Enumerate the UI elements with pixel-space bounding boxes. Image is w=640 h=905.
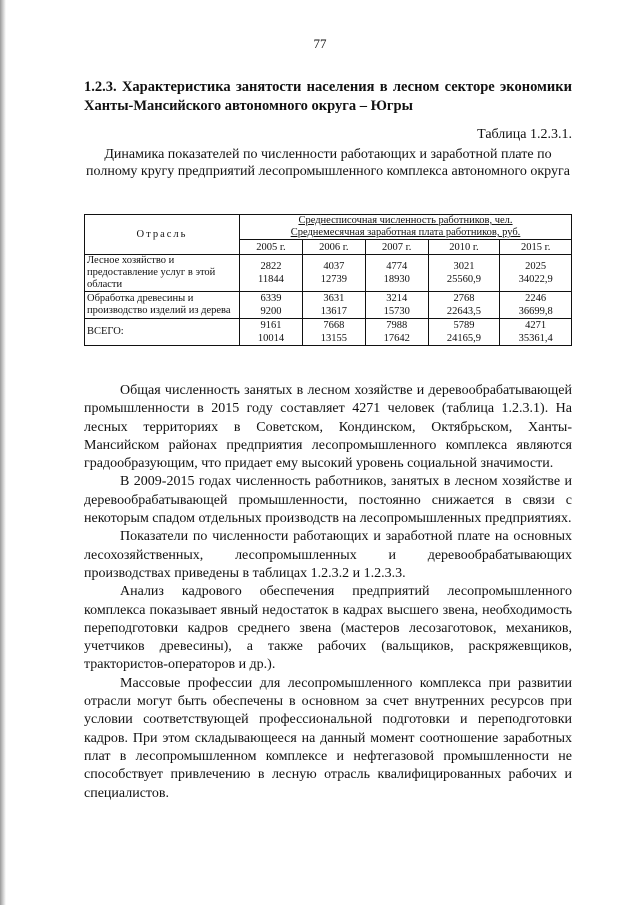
- salary-value: 18930: [383, 274, 410, 285]
- total-label: ВСЕГО:: [85, 319, 240, 346]
- salary-value: 13617: [320, 306, 347, 317]
- salary-value: 24165,9: [446, 333, 482, 344]
- table-header-row: [85, 215, 572, 240]
- table-cell: [240, 255, 303, 292]
- employees-value: 6339: [260, 293, 282, 304]
- paragraph: Показатели по численности работающих и заработной плате на основных лесохозяйственных, лесопромышленных и деревообрабатывающих производствах приведены в таблицах 1.2.3.2 и 1.2.3.3.: [84, 529, 572, 581]
- table-cell: [500, 292, 572, 319]
- paragraph: Массовые профессии для лесопромышленного комплекса при развитии отрасли могут быть обеспечены в основном за счет внутренних ресурсов при условии соответствующей профессиональной подготовки и переподготовки кадров. При этом складывающееся на данный момент соотношение заработных плат в лесопромышленном комплексе и нефтегазовой промышленности не способствует привлечению в лесную отрасль квалифицированных рабочих и специалистов.: [84, 675, 572, 801]
- employees-value: 4037: [323, 261, 345, 272]
- table-id: Таблица 1.2.3.1.: [477, 127, 572, 142]
- salary-value: 10014: [257, 333, 285, 344]
- table-row: [85, 255, 572, 292]
- salary-value: 9200: [260, 306, 282, 317]
- table-cell: [302, 255, 365, 292]
- table-cell: [240, 319, 303, 346]
- employees-value: 3631: [323, 293, 345, 304]
- salary-value: 35361,4: [518, 333, 553, 344]
- group-header-employees: Среднесписочная численность работников, чел.: [298, 215, 513, 226]
- employees-value: 4774: [386, 261, 408, 272]
- employees-value: 7668: [323, 320, 345, 331]
- employees-value: 2822: [260, 261, 282, 272]
- salary-value: 22643,5: [446, 306, 482, 317]
- paragraph: Общая численность занятых в лесном хозяйстве и деревообрабатывающей промышленности в 2015 году составляет 4271 человек (таблица 1.2.3.1). На лесных территориях в Советском, Кондинском, Октябрьском, Ханты-Мансийском районах предприятия лесопромышленного комплекса являются градообразующим, что придает ему высокий уровень социальной значимости.: [84, 383, 572, 472]
- group-header: [240, 215, 572, 240]
- salary-value: 25560,9: [446, 274, 482, 285]
- table-cell: [240, 292, 303, 319]
- table-cell: [428, 292, 500, 319]
- employees-value: 3214: [386, 293, 408, 304]
- salary-value: 15730: [383, 306, 410, 317]
- employees-value: 2246: [525, 293, 547, 304]
- employees-value: 7988: [386, 320, 408, 331]
- year-header: 2005 г.: [240, 240, 303, 255]
- employees-value: 2025: [525, 261, 547, 272]
- year-header: 2007 г.: [365, 240, 428, 255]
- total-row: [85, 319, 572, 346]
- table-cell: [500, 319, 572, 346]
- body-text: [84, 382, 572, 803]
- employees-value: 3021: [453, 261, 475, 272]
- year-header: 2006 г.: [302, 240, 365, 255]
- salary-value: 12739: [320, 274, 347, 285]
- salary-value: 34022,9: [518, 274, 553, 285]
- table-cell: [302, 292, 365, 319]
- paragraph: В 2009-2015 годах численность работников, занятых в лесном хозяйстве и деревообрабатывающей промышленности, постоянно снижается в связи с некоторым спадом отдельных производств на лесопромышленных предприятиях.: [84, 474, 572, 527]
- year-header: 2015 г.: [500, 240, 572, 255]
- page-number: 77: [313, 36, 327, 51]
- table-row: [85, 292, 572, 319]
- salary-value: 13155: [320, 333, 347, 344]
- salary-value: 11844: [258, 274, 284, 285]
- table-cell: [365, 319, 428, 346]
- row-label: Лесное хозяйство и предоставление услуг в этой области: [85, 255, 240, 292]
- employees-value: 2768: [453, 293, 475, 304]
- employees-value: 5789: [453, 320, 475, 331]
- scan-edge-shadow: [0, 0, 6, 905]
- employees-value: 9161: [260, 320, 282, 331]
- table-cell: [428, 319, 500, 346]
- salary-value: 17642: [383, 333, 410, 344]
- employment-table: [84, 214, 572, 346]
- table-cell: [500, 255, 572, 292]
- table-cell: [365, 292, 428, 319]
- table-cell: [365, 255, 428, 292]
- group-header-salary: Среднемесячная заработная плата работников, руб.: [290, 227, 521, 238]
- branch-header: Отрасль: [85, 215, 240, 255]
- section-title: 1.2.3. Характеристика занятости населения в лесном секторе экономики Ханты-Мансийского автономного округа – Югры: [84, 79, 572, 114]
- table-cell: [302, 319, 365, 346]
- year-header: 2010 г.: [428, 240, 500, 255]
- salary-value: 36699,8: [518, 306, 553, 317]
- table-cell: [428, 255, 500, 292]
- row-label: Обработка древесины и производство изделий из дерева: [85, 292, 240, 319]
- employees-value: 4271: [525, 320, 547, 331]
- paragraph: Анализ кадрового обеспечения предприятий лесопромышленного комплекса показывает явный недостаток в кадрах высшего звена, необходимость переподготовки кадров среднего звена (мастеров лесозаготовок, механиков, учетчиков древесины), а также рабочих (вальщиков, раскряжевщиков, трактористов-операторов и др.).: [84, 584, 572, 673]
- table-caption: Динамика показателей по численности работающих и заработной плате по полному кругу предприятий лесопромышленного комплекса автономного округа: [86, 147, 570, 179]
